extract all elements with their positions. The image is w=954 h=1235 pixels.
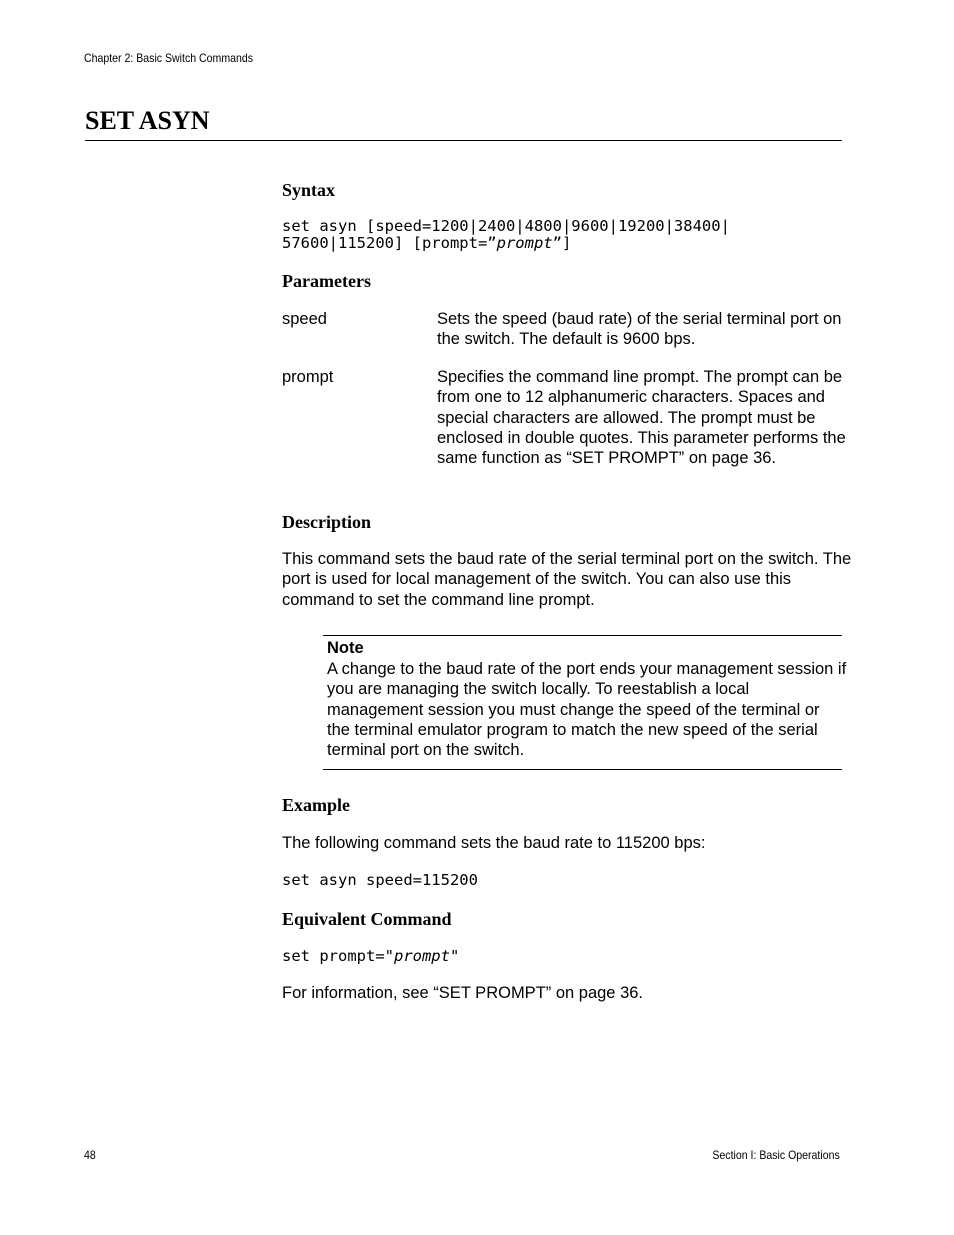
note-label: Note [327,639,364,657]
param-desc-speed: Sets the speed (baud rate) of the serial terminal port on the switch. The default is 9600 bps. [437,310,842,349]
param-desc-prompt: Specifies the command line prompt. The prompt can be from one to 12 alphanumeric characters. Spaces and special characters are allowed. The prompt must be enclosed in double quotes. This parameter performs the same function as “SET PROMPT” on page 36. [437,368,846,468]
syntax-line-2-prefix: 57600|115200] [prompt=” [282,234,497,252]
equivalent-command-italic: prompt [393,947,450,965]
example-command: set asyn speed=115200 [282,871,478,889]
example-heading: Example [282,795,351,815]
description-text: This command sets the baud rate of the serial terminal port on the switch. The port is used for local management of the switch. You can also use this command to set the command line prompt. [282,550,852,609]
syntax-line-2-suffix: ”] [552,234,572,252]
page-title: SET ASYN [85,106,210,135]
note-text: A change to the baud rate of the port ends your management session if you are managing the switch locally. To reestablish a local management session you must change the speed of the terminal or the terminal emulator program to match the new speed of the serial terminal port on the switch. [327,660,847,760]
syntax-heading: Syntax [282,180,336,200]
note-rule-bottom [323,769,842,770]
equivalent-command [282,948,459,965]
running-footer: Section I: Basic Operations [712,1148,840,1162]
syntax-line-2-italic: prompt [496,234,553,252]
running-header: Chapter 2: Basic Switch Commands [84,51,254,65]
parameters-heading: Parameters [282,271,371,291]
equivalent-command-prefix: set prompt=" [282,947,394,965]
note-rule-top [323,635,842,636]
syntax-code [282,218,730,252]
description-heading: Description [282,512,371,532]
syntax-line-1: set asyn [speed=1200|2400|4800|9600|19200|38400| [282,217,730,235]
equivalent-heading: Equivalent Command [282,909,452,929]
param-name-prompt: prompt [282,368,334,386]
example-text: The following command sets the baud rate to 115200 bps: [282,834,706,852]
title-divider [85,140,842,141]
page-number: 48 [84,1148,96,1162]
equivalent-info: For information, see “SET PROMPT” on page 36. [282,984,644,1002]
equivalent-command-suffix: " [449,947,460,965]
param-name-speed: speed [282,310,327,328]
